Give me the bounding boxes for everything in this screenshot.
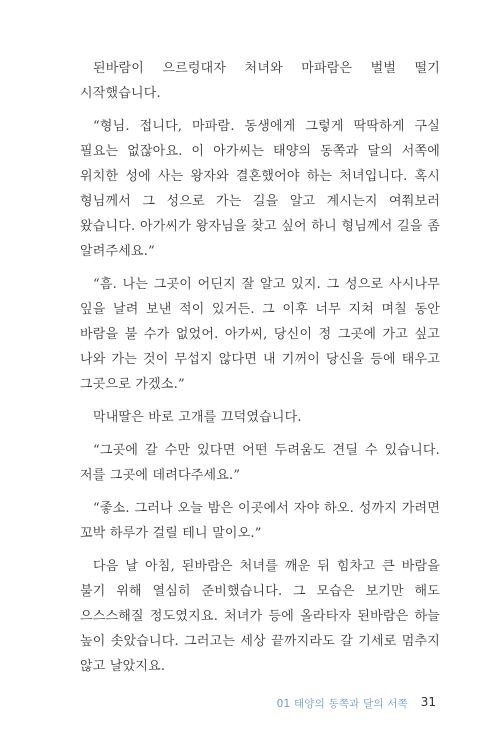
paragraph-4: 막내딸은 바로 고개를 끄덕였습니다. (93, 410, 302, 425)
paragraph-2: “형님. 접니다, 마파람. 동생에게 그렇게 딱딱하게 구실 필요는 없잖아요. 이 아가씨는 태양의 동쪽과 달의 서쪽에 위치한 성에 사는 왕자와 결혼했어야 하는 처녀입니다. 혹시 형님께서 그 성으로 가는 길을 알고 계시는지 여쭤보러 왔습니다. 아가씨가 왕자님을 찾고 싶어 하니 형님께서 길을 좀 알려주세요.” (80, 119, 440, 259)
paragraph-3: “흠. 나는 그곳이 어딘지 잘 알고 있지. 그 성으로 사시나무 잎을 날려 보낸 적이 있거든. 그 이후 너무 지쳐 며칠 동안 바람을 불 수가 없었어. 아가씨, 당신이 정 그곳에 가고 싶고 나와 가는 것이 무섭지 않다면 내 기꺼이 당신을 등에 태우고 그곳으로 가겠소.” (80, 277, 440, 392)
paragraph-6: “좋소. 그러나 오늘 밤은 이곳에서 자야 하오. 성까지 가려면 꼬박 하루가 걸릴 테니 말이오.” (80, 501, 440, 541)
page-number: 31 (420, 695, 436, 709)
paragraph-7: 다음 날 아침, 된바람은 처녀를 깨운 뒤 힘차고 큰 바람을 불기 위해 열심히 준비했습니다. 그 모습은 보기만 해도 으스스해질 정도였지요. 처녀가 등에 올라타자 된바람은 하늘 높이 솟았습니다. 그러고는 세상 끝까지라도 갈 기세로 멈추지 않고 날았지요. (80, 559, 440, 674)
running-head: 01 태양의 동쪽과 달의 서쪽 (276, 698, 408, 710)
page-footer (0, 695, 500, 715)
body-text (80, 56, 440, 687)
paragraph-5: “그곳에 갈 수만 있다면 어떤 두려움도 견딜 수 있습니다. 저를 그곳에 데려다주세요.” (80, 443, 440, 483)
paragraph-1: 된바람이 으르렁대자 처녀와 마파람은 벌벌 떨기 시작했습니다. (80, 61, 440, 101)
